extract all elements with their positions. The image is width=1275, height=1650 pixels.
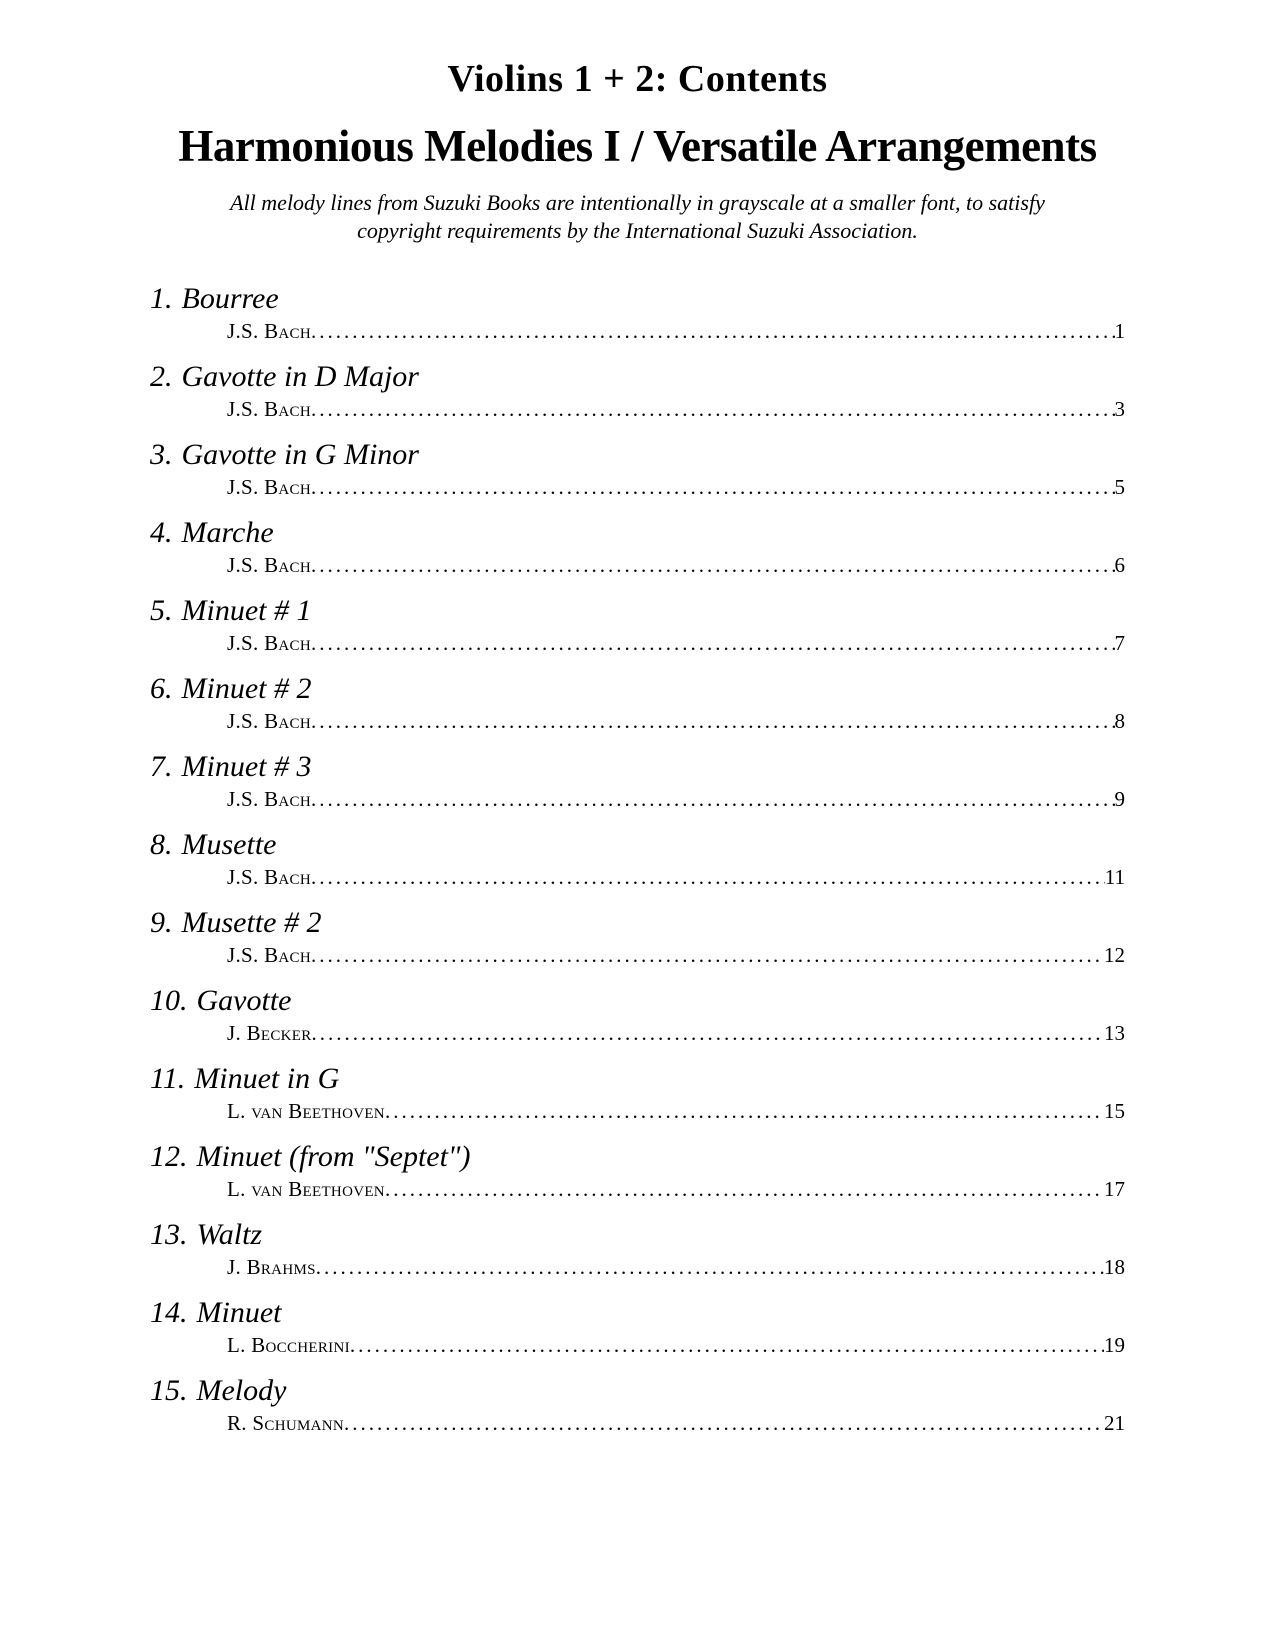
toc-entry-page: 9 bbox=[1114, 787, 1125, 811]
toc-entry-line bbox=[150, 785, 1125, 813]
copyright-note-line-2: copyright requirements by the International Suzuki Association. bbox=[357, 218, 918, 243]
toc-entry-page: 11 bbox=[1104, 865, 1125, 889]
leader-dots bbox=[316, 1253, 1104, 1281]
leader-dots bbox=[311, 473, 1115, 501]
leader-dots bbox=[312, 1019, 1104, 1047]
page-title: Violins 1 + 2: Contents bbox=[447, 58, 828, 100]
toc-entry-line bbox=[150, 1175, 1125, 1203]
toc-entry-composer: J.S. Bach bbox=[227, 553, 311, 577]
toc-entry bbox=[150, 1217, 1125, 1281]
copyright-note bbox=[0, 189, 1275, 245]
toc-entry bbox=[150, 905, 1125, 969]
toc-entry-page: 19 bbox=[1104, 1333, 1125, 1357]
toc-entry-composer: J.S. Bach bbox=[227, 631, 311, 655]
toc-entry-page: 17 bbox=[1104, 1177, 1125, 1201]
toc-entry bbox=[150, 281, 1125, 345]
toc-entry-title bbox=[150, 359, 1125, 395]
toc-entry-title-text: Musette # 2 bbox=[181, 906, 322, 939]
toc-entry-title-text: Gavotte bbox=[196, 984, 292, 1017]
toc-entry-number: 10. bbox=[150, 984, 188, 1017]
leader-dots bbox=[311, 785, 1115, 813]
toc-entry-number: 12. bbox=[150, 1140, 188, 1173]
toc-entry-number: 4. bbox=[150, 516, 173, 549]
leader-dots bbox=[385, 1097, 1104, 1125]
copyright-note-line-1: All melody lines from Suzuki Books are intentionally in grayscale at a smaller font, to satisfy bbox=[230, 190, 1045, 215]
toc-entry-composer: J. Becker bbox=[227, 1021, 312, 1045]
toc-entry-line bbox=[150, 1019, 1125, 1047]
toc-entry-line bbox=[150, 395, 1125, 423]
toc-entry-composer: L. van Beethoven bbox=[227, 1099, 385, 1123]
toc-entry-line bbox=[150, 1097, 1125, 1125]
toc-entry-composer: L. van Beethoven bbox=[227, 1177, 385, 1201]
toc-entry bbox=[150, 983, 1125, 1047]
toc-entry-page: 8 bbox=[1114, 709, 1125, 733]
toc-entry-page: 18 bbox=[1104, 1255, 1125, 1279]
toc-entry-title bbox=[150, 1373, 1125, 1409]
toc-entry-page: 3 bbox=[1114, 397, 1125, 421]
toc-entry-number: 15. bbox=[150, 1374, 188, 1407]
toc-entry bbox=[150, 515, 1125, 579]
toc-entry-line bbox=[150, 551, 1125, 579]
page-header bbox=[0, 55, 1275, 245]
toc-entry-title-text: Gavotte in D Major bbox=[181, 360, 419, 393]
toc-entry-number: 14. bbox=[150, 1296, 188, 1329]
toc-entry-number: 6. bbox=[150, 672, 173, 705]
toc-entry-title-text: Minuet bbox=[196, 1296, 282, 1329]
toc-entry-line bbox=[150, 473, 1125, 501]
toc-entry-line bbox=[150, 941, 1125, 969]
toc-entry-title-text: Musette bbox=[181, 828, 277, 861]
toc-entry-number: 13. bbox=[150, 1218, 188, 1251]
toc-entry-title bbox=[150, 749, 1125, 785]
toc-entry-number: 9. bbox=[150, 906, 173, 939]
toc-entry bbox=[150, 437, 1125, 501]
toc-entry-number: 7. bbox=[150, 750, 173, 783]
toc-entry-title bbox=[150, 593, 1125, 629]
toc-entry-page: 21 bbox=[1104, 1411, 1125, 1435]
toc-entry-composer: J.S. Bach bbox=[227, 709, 311, 733]
toc-entry-line bbox=[150, 629, 1125, 657]
leader-dots bbox=[311, 629, 1115, 657]
toc-entry-composer: J.S. Bach bbox=[227, 397, 311, 421]
toc-entry-composer: J.S. Bach bbox=[227, 319, 311, 343]
toc-entry-composer: J.S. Bach bbox=[227, 787, 311, 811]
toc-entry-line bbox=[150, 863, 1125, 891]
toc-entry-number: 8. bbox=[150, 828, 173, 861]
toc-entry bbox=[150, 359, 1125, 423]
toc-entry bbox=[150, 1373, 1125, 1437]
leader-dots bbox=[311, 551, 1115, 579]
toc-entry-number: 1. bbox=[150, 282, 173, 315]
book-title: Harmonious Melodies I / Versatile Arrangements bbox=[178, 121, 1097, 171]
toc-entry-title-text: Minuet (from "Septet") bbox=[196, 1140, 471, 1173]
toc-entry-title bbox=[150, 281, 1125, 317]
toc-entry-line bbox=[150, 317, 1125, 345]
toc-entry-title bbox=[150, 671, 1125, 707]
toc-entry-title-text: Bourree bbox=[181, 282, 279, 315]
toc-entry-number: 5. bbox=[150, 594, 173, 627]
toc-entry-number: 11. bbox=[150, 1062, 186, 1095]
toc-entry bbox=[150, 1295, 1125, 1359]
toc-entry-title bbox=[150, 983, 1125, 1019]
toc-entry bbox=[150, 749, 1125, 813]
toc-entry-line bbox=[150, 1409, 1125, 1437]
toc-entry-title bbox=[150, 1217, 1125, 1253]
toc-entry-composer: J.S. Bach bbox=[227, 865, 311, 889]
toc-entry bbox=[150, 593, 1125, 657]
toc-entry-page: 6 bbox=[1114, 553, 1125, 577]
toc-entry-page: 15 bbox=[1104, 1099, 1125, 1123]
toc-entry-title bbox=[150, 1139, 1125, 1175]
toc-entry-page: 7 bbox=[1114, 631, 1125, 655]
toc-entry-page: 12 bbox=[1104, 943, 1125, 967]
toc-entry-line bbox=[150, 1253, 1125, 1281]
toc-entry-title-text: Melody bbox=[196, 1374, 287, 1407]
toc-entry-title-text: Minuet # 3 bbox=[181, 750, 312, 783]
leader-dots bbox=[311, 395, 1115, 423]
toc-entry-title-text: Minuet in G bbox=[194, 1062, 340, 1095]
toc-entry-composer: R. Schumann bbox=[227, 1411, 344, 1435]
toc-entry-title-text: Minuet # 2 bbox=[181, 672, 312, 705]
leader-dots bbox=[311, 707, 1115, 735]
toc-entry-title-text: Waltz bbox=[196, 1218, 263, 1251]
toc-entry-title bbox=[150, 905, 1125, 941]
leader-dots bbox=[311, 317, 1115, 345]
toc-entry-line bbox=[150, 1331, 1125, 1359]
toc-entry bbox=[150, 1061, 1125, 1125]
toc-entry-page: 1 bbox=[1114, 319, 1125, 343]
toc-entry-page: 13 bbox=[1104, 1021, 1125, 1045]
toc-entry-title bbox=[150, 1295, 1125, 1331]
toc-entry-number: 3. bbox=[150, 438, 173, 471]
toc-entry-title bbox=[150, 515, 1125, 551]
toc-entry-composer: J.S. Bach bbox=[227, 475, 311, 499]
toc-entry bbox=[150, 671, 1125, 735]
toc-entry-page: 5 bbox=[1114, 475, 1125, 499]
leader-dots bbox=[311, 941, 1104, 969]
leader-dots bbox=[350, 1331, 1104, 1359]
toc-entry-title bbox=[150, 827, 1125, 863]
toc-entry-title-text: Gavotte in G Minor bbox=[181, 438, 419, 471]
toc-entry-title bbox=[150, 1061, 1125, 1097]
leader-dots bbox=[385, 1175, 1104, 1203]
leader-dots bbox=[344, 1409, 1104, 1437]
toc-entry-composer: J. Brahms bbox=[227, 1255, 316, 1279]
toc-entry-composer: L. Boccherini bbox=[227, 1333, 350, 1357]
leader-dots bbox=[311, 863, 1105, 891]
toc-entry-title-text: Marche bbox=[181, 516, 274, 549]
toc-entry-line bbox=[150, 707, 1125, 735]
toc-entry bbox=[150, 1139, 1125, 1203]
toc-list bbox=[0, 245, 1275, 1437]
toc-entry-title bbox=[150, 437, 1125, 473]
toc-entry bbox=[150, 827, 1125, 891]
toc-entry-composer: J.S. Bach bbox=[227, 943, 311, 967]
toc-entry-title-text: Minuet # 1 bbox=[181, 594, 312, 627]
toc-entry-number: 2. bbox=[150, 360, 173, 393]
